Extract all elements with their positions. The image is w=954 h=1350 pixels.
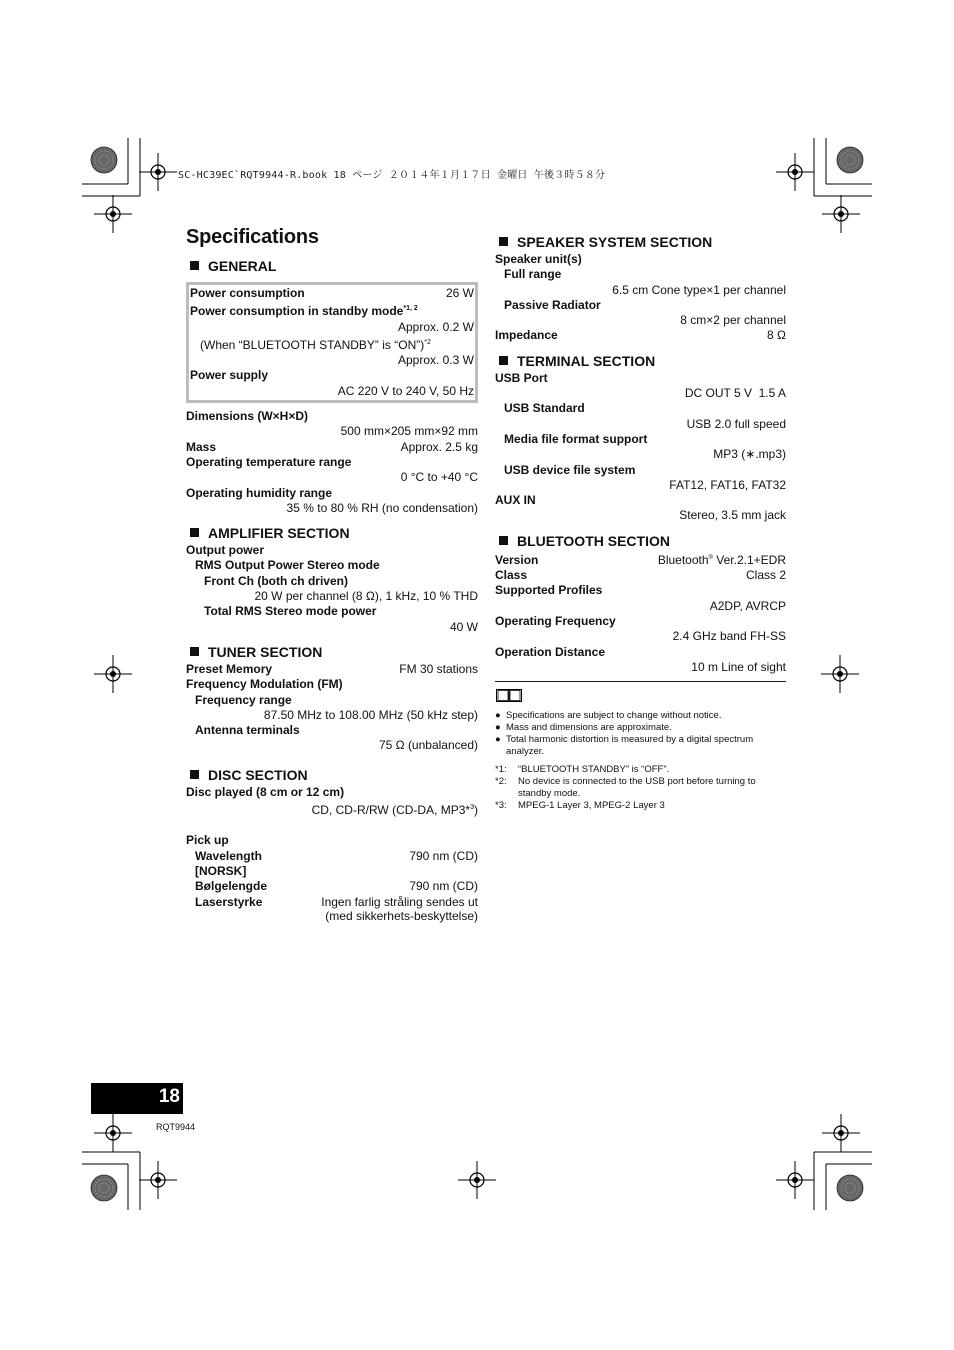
impedance-value: 8 Ω bbox=[767, 328, 786, 343]
book-icon bbox=[496, 688, 786, 706]
class-label: Class bbox=[495, 568, 528, 583]
antenna-label: Antenna terminals bbox=[195, 723, 300, 738]
mass-value: Approx. 2.5 kg bbox=[400, 439, 478, 454]
passive-label: Passive Radiator bbox=[504, 297, 601, 312]
op-hum-label: Operating humidity range bbox=[186, 485, 333, 500]
square-bullet-icon bbox=[190, 647, 199, 656]
power-box bbox=[186, 282, 478, 403]
page-code: RQT9944 bbox=[156, 1122, 196, 1132]
power-supply-value: AC 220 V to 240 V, 50 Hz bbox=[337, 383, 474, 398]
disc-heading: DISC SECTION bbox=[186, 765, 478, 785]
bolgelengde-label: Bølgelengde bbox=[195, 879, 268, 894]
disc-played-value: CD, CD-R/RW (CD-DA, MP3*$^3$) bbox=[311, 803, 478, 818]
total-rms-value: 40 W bbox=[449, 619, 478, 634]
bolgelengde-value: 790 nm (CD) bbox=[409, 879, 478, 894]
standby-when: (When “BLUETOOTH STANDBY” is “ON”)$^{*2}$ bbox=[200, 337, 431, 352]
laserstyrke-value: Ingen farlig stråling sendes ut (med sikkerhets-beskyttelse) bbox=[321, 894, 478, 923]
page-title: Specifications bbox=[186, 226, 319, 248]
footnote: *2: No device is connected to the USB port before turning to standby mode. bbox=[495, 776, 756, 800]
square-bullet-icon bbox=[190, 770, 199, 779]
left-column bbox=[186, 256, 478, 923]
wavelength-value: 790 nm (CD) bbox=[409, 848, 478, 863]
output-power-label: Output power bbox=[186, 543, 264, 558]
media-format-value: MP3 (∗.mp3) bbox=[713, 447, 786, 462]
bluetooth-heading: BLUETOOTH SECTION bbox=[495, 531, 786, 551]
square-bullet-icon bbox=[190, 261, 199, 270]
amplifier-heading: AMPLIFIER SECTION bbox=[186, 523, 478, 543]
square-bullet-icon bbox=[190, 528, 199, 537]
norsk-label: [NORSK] bbox=[195, 863, 247, 878]
tuner-heading: TUNER SECTION bbox=[186, 642, 478, 662]
op-temp-label: Operating temperature range bbox=[186, 454, 352, 469]
file-system-value: FAT12, FAT16, FAT32 bbox=[669, 477, 786, 492]
square-bullet-icon bbox=[499, 356, 508, 365]
op-freq-value: 2.4 GHz band FH-SS bbox=[672, 629, 786, 644]
footnote: *3: MPEG-1 Layer 3, MPEG-2 Layer 3 bbox=[495, 800, 665, 812]
fm-label: Frequency Modulation (FM) bbox=[186, 677, 343, 692]
pickup-label: Pick up bbox=[186, 833, 229, 848]
page-number: 18 bbox=[158, 1086, 180, 1107]
op-distance-label: Operation Distance bbox=[495, 644, 606, 659]
passive-value: 8 cm×2 per channel bbox=[680, 313, 786, 328]
standby-label: Power consumption in standby mode$^{*1, 2}$ bbox=[190, 304, 418, 319]
usb-port-label: USB Port bbox=[495, 370, 548, 385]
dimensions-value: 500 mm×205 mm×92 mm bbox=[340, 424, 478, 439]
op-distance-value: 10 m Line of sight bbox=[691, 659, 786, 674]
right-column bbox=[495, 232, 786, 812]
op-hum-value: 35 % to 80 % RH (no condensation) bbox=[286, 500, 478, 515]
note-bullet: ● Total harmonic distortion is measured by a digital spectrum analyzer. bbox=[495, 734, 754, 758]
divider bbox=[495, 681, 786, 682]
standby-value-1: Approx. 0.2 W bbox=[397, 319, 474, 334]
file-system-label: USB device file system bbox=[504, 462, 636, 477]
note-bullet: ● Specifications are subject to change without notice. bbox=[495, 710, 722, 722]
power-supply-label: Power supply bbox=[190, 368, 269, 383]
impedance-label: Impedance bbox=[495, 328, 558, 343]
power-consumption-value: 26 W bbox=[445, 286, 474, 300]
square-bullet-icon bbox=[499, 237, 508, 246]
standby-value-2: Approx. 0.3 W bbox=[397, 353, 474, 368]
general-heading: GENERAL bbox=[186, 256, 478, 276]
usb-port-value: DC OUT 5 V 1.5 A bbox=[684, 386, 786, 401]
footnote: *1: “BLUETOOTH STANDBY” is “OFF”. bbox=[495, 764, 670, 776]
usb-standard-value: USB 2.0 full speed bbox=[686, 416, 786, 431]
terminal-heading: TERMINAL SECTION bbox=[495, 351, 786, 371]
print-header: SC-HC39EC`RQT9944-R.book 18 ページ ２０１４年１月１７日 金曜日 午後３時５８分 bbox=[178, 170, 606, 181]
aux-in-label: AUX IN bbox=[495, 493, 536, 508]
preset-value: FM 30 stations bbox=[399, 661, 478, 676]
media-format-label: Media file format support bbox=[504, 431, 648, 446]
preset-label: Preset Memory bbox=[186, 661, 273, 676]
usb-standard-label: USB Standard bbox=[504, 401, 585, 416]
speaker-heading: SPEAKER SYSTEM SECTION bbox=[495, 232, 786, 252]
rms-mode-label: RMS Output Power Stereo mode bbox=[195, 558, 380, 573]
total-rms-label: Total RMS Stereo mode power bbox=[204, 604, 377, 619]
note-bullet: ● Mass and dimensions are approximate. bbox=[495, 722, 672, 734]
dimensions-label: Dimensions (W×H×D) bbox=[186, 409, 309, 424]
op-freq-label: Operating Frequency bbox=[495, 613, 616, 628]
op-temp-value: 0 °C to +40 °C bbox=[400, 470, 478, 485]
standby-sup: *1, 2 bbox=[403, 305, 418, 313]
square-bullet-icon bbox=[499, 536, 508, 545]
class-value: Class 2 bbox=[745, 568, 786, 583]
mass-label: Mass bbox=[186, 439, 217, 454]
disc-played-label: Disc played (8 cm or 12 cm) bbox=[186, 784, 345, 799]
profiles-value: A2DP, AVRCP bbox=[709, 598, 786, 613]
full-range-value: 6.5 cm Cone type×1 per channel bbox=[612, 282, 786, 297]
aux-in-value: Stereo, 3.5 mm jack bbox=[679, 508, 786, 523]
profiles-label: Supported Profiles bbox=[495, 583, 603, 598]
full-range-label: Full range bbox=[504, 267, 562, 282]
version-value: Bluetooth® Ver.2.1+EDR bbox=[657, 552, 786, 567]
laserstyrke-label: Laserstyrke bbox=[195, 894, 263, 909]
freq-range-value: 87.50 MHz to 108.00 MHz (50 kHz step) bbox=[263, 707, 478, 722]
version-label: Version bbox=[495, 552, 539, 567]
freq-range-label: Frequency range bbox=[195, 692, 292, 707]
speaker-units-label: Speaker unit(s) bbox=[495, 252, 582, 266]
notes bbox=[495, 710, 786, 812]
wavelength-label: Wavelength bbox=[195, 848, 262, 863]
antenna-value: 75 Ω (unbalanced) bbox=[378, 738, 478, 753]
front-ch-value: 20 W per channel (8 Ω), 1 kHz, 10 % THD bbox=[254, 589, 478, 604]
front-ch-label: Front Ch (both ch driven) bbox=[204, 573, 348, 588]
power-consumption-label: Power consumption bbox=[190, 286, 305, 300]
